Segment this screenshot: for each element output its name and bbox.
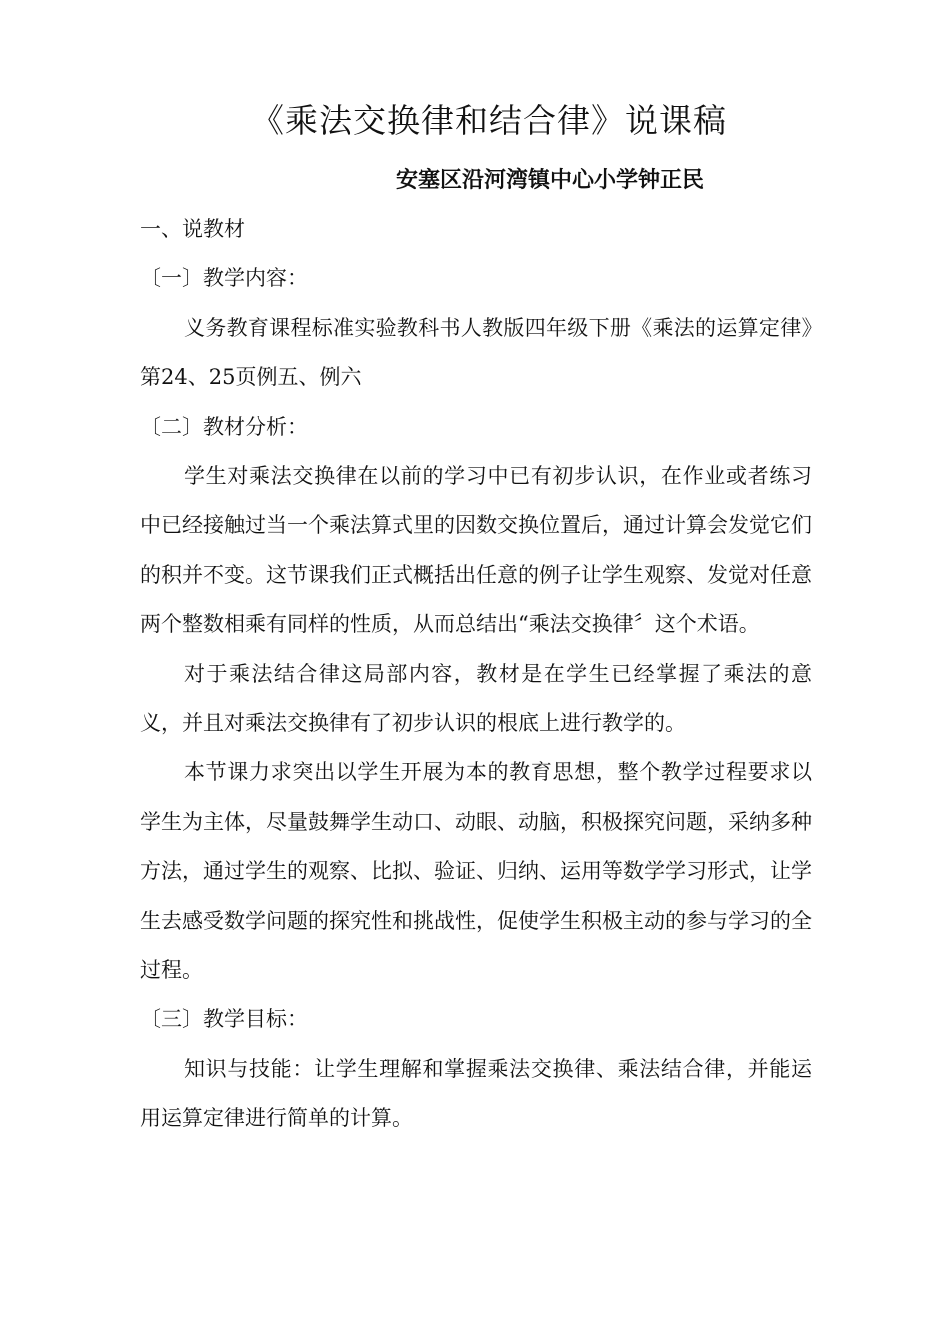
paragraph-teaching-content: 义务教育课程标准实验教科书人教版四年级下册《乘法的运算定律》第24、25页例五、例六 [140,315,812,390]
author-line: 安塞区沿河湾镇中心小学钟正民 [396,168,705,193]
section-heading-teaching-material: 一、说教材 [140,217,245,241]
paragraph-analysis-3: 本节课力求突出以学生开展为本的教育思想，整个教学过程要求以学生为主体，尽量鼓舞学生动口、动眼、动脑，积极探究问题，采纳多种方法，通过学生的观察、比拟、验证、归纳、运用等数学学习形式，让学生去感受数学问题的探究性和挑战性，促使学生积极主动的参与学习的全过程。 [140,760,812,983]
document-title: 《乘法交换律和结合律》说课稿 [251,101,727,140]
paragraph-analysis-2: 对于乘法结合律这局部内容，教材是在学生已经掌握了乘法的意义，并且对乘法交换律有了初步认识的根底上进行教学的。 [140,661,812,736]
document-body [140,205,812,1144]
subheading-material-analysis: 〔二〕教材分析： [140,414,308,439]
subheading-teaching-content: 〔一〕教学内容： [140,266,308,291]
subheading-teaching-goals: 〔三〕教学目标： [140,1007,308,1032]
paragraph-knowledge-skills: 知识与技能：让学生理解和掌握乘法交换律、乘法结合律，并能运用运算定律进行简单的计算。 [140,1056,812,1131]
paragraph-analysis-1: 学生对乘法交换律在以前的学习中已有初步认识，在作业或者练习中已经接触过当一个乘法算式里的因数交换位置后，通过计算会发觉它们的积并不变。这节课我们正式概括出任意的例子让学生观察、发觉对任意两个整数相乘有同样的性质，从而总结出“乘法交换律〞这个术语。 [140,463,812,637]
